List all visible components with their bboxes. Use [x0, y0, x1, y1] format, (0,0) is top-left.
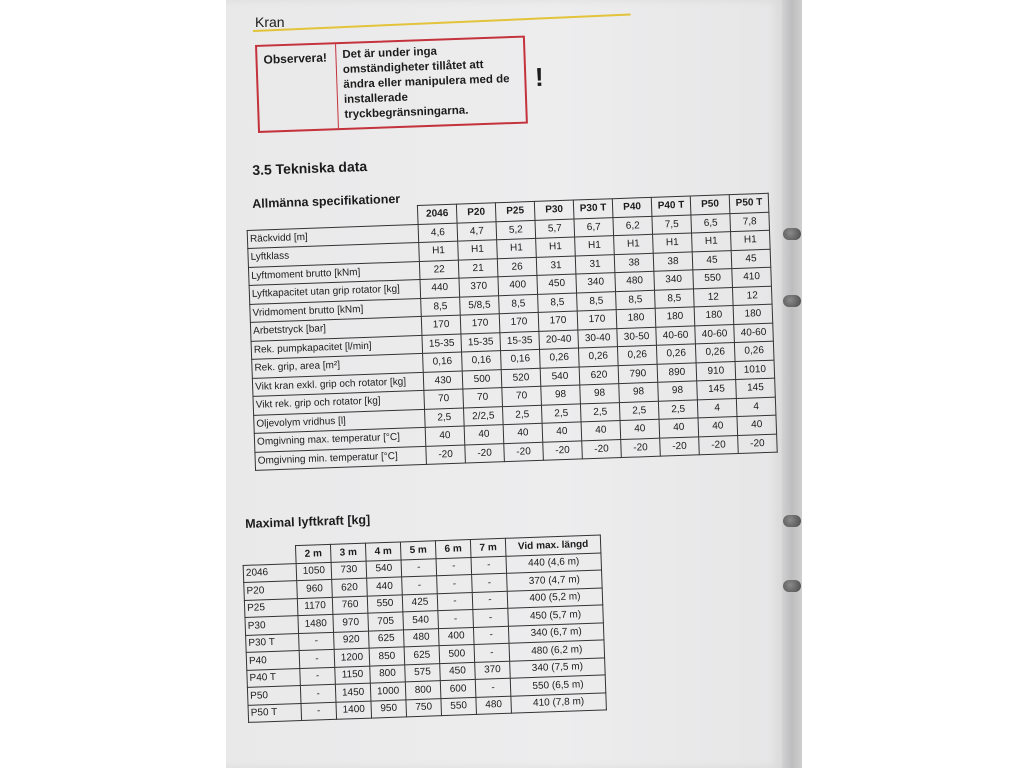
row-label: Rek. pumpkapacitet [l/min]	[251, 335, 423, 359]
table-cell: 450	[537, 274, 577, 294]
table-cell: 31	[575, 254, 615, 274]
table-cell: 575	[405, 663, 441, 682]
table-cell: 4	[697, 398, 737, 418]
table-cell: 5/8,5	[460, 295, 500, 315]
table-cell: 480	[615, 271, 655, 291]
spec-table-container	[246, 193, 778, 471]
table-cell: 1200	[334, 648, 370, 667]
table-cell: 0,16	[462, 351, 502, 371]
table-cell: 370 (4,7 m)	[507, 570, 603, 591]
table-cell: 2,5	[619, 401, 659, 421]
table-cell: 70	[502, 386, 542, 406]
table-cell: 180	[694, 306, 734, 326]
table-cell: 8,5	[538, 293, 578, 313]
table-cell: 2,5	[580, 402, 620, 422]
table-cell: 8,5	[499, 294, 539, 314]
table-cell: 480	[403, 628, 439, 647]
table-cell: 8,5	[421, 297, 461, 317]
table-cell: -20	[465, 443, 505, 463]
table-cell: 440	[420, 278, 460, 298]
table-cell: 38	[653, 251, 693, 271]
table-cell: 500	[462, 369, 502, 389]
table-cell: 540	[540, 366, 580, 386]
row-label: Vikt rek. grip och rotator [kg]	[253, 390, 425, 414]
row-label: Omgivning max. temperatur [°C]	[254, 427, 426, 451]
table-cell: 400	[438, 627, 474, 646]
table-cell: 0,26	[695, 343, 735, 363]
row-label: Vikt kran exkl. grip och rotator [kg]	[252, 372, 424, 396]
row-label: P30 T	[246, 633, 300, 652]
column-header: 7 m	[470, 538, 506, 557]
table-cell: 30-50	[617, 327, 657, 347]
table-cell: 15-35	[461, 332, 501, 352]
table-cell: 920	[334, 631, 370, 650]
table-cell: -	[473, 608, 509, 627]
table-cell: 1400	[336, 701, 372, 720]
table-cell: 960	[297, 579, 333, 598]
header-title: Kran	[255, 14, 285, 30]
table-cell: 180	[655, 307, 695, 327]
table-cell: 26	[497, 257, 537, 277]
binder-ring	[783, 295, 801, 307]
row-label: P40	[246, 651, 300, 670]
column-header: 5 m	[400, 541, 436, 560]
table-cell: 12	[693, 287, 733, 307]
table-cell: 0,26	[656, 344, 696, 364]
table-cell: 170	[421, 315, 461, 335]
column-header: P50	[690, 195, 730, 215]
binder-ring	[783, 228, 801, 240]
table-cell: 620	[332, 578, 368, 597]
row-label: Rek. grip, area [m²]	[252, 353, 424, 377]
table-cell: 4,7	[457, 221, 497, 241]
table-cell: -20	[582, 439, 622, 459]
table-cell: 2/2,5	[463, 406, 503, 426]
table-cell: 0,26	[617, 345, 657, 365]
table-cell: -	[299, 649, 335, 668]
table-cell: 550 (6,5 m)	[510, 675, 606, 696]
table-cell: 145	[697, 380, 737, 400]
table-cell: -	[301, 702, 337, 721]
column-header: P20	[456, 203, 496, 223]
table-cell: 705	[368, 612, 404, 631]
table-cell: 600	[440, 679, 476, 698]
table-cell: 550	[367, 594, 403, 613]
warning-text: Det är under inga omständigheter tillåtet att ändra eller manipulera med de installerade tryckbegränsningarna.	[342, 45, 510, 121]
table-cell: H1	[614, 234, 654, 254]
table-cell: H1	[536, 237, 576, 257]
table-cell: 1450	[335, 683, 371, 702]
table-cell: H1	[575, 236, 615, 256]
table-cell: 22	[419, 260, 459, 280]
table-cell: 550	[693, 269, 733, 289]
table-cell: 31	[536, 256, 576, 276]
row-label: P40 T	[247, 668, 301, 687]
table-cell: 1000	[370, 682, 406, 701]
lift-table	[242, 534, 607, 722]
table-cell: 0,16	[501, 349, 541, 369]
table-cell: 70	[424, 389, 464, 409]
table-cell: 38	[614, 253, 654, 273]
table-cell: -20	[699, 435, 739, 455]
table-cell: -20	[738, 434, 778, 454]
table-cell: 40	[659, 418, 699, 438]
row-label: Vridmoment brutto [kNm]	[250, 298, 422, 322]
table-cell: 4,6	[418, 223, 458, 243]
column-header: P25	[495, 201, 535, 221]
table-cell: 15-35	[422, 334, 462, 354]
row-label: Lyftmoment brutto [kNm]	[248, 261, 420, 285]
table-cell: H1	[731, 230, 771, 250]
background-right	[802, 0, 1024, 768]
row-label: Lyftklass	[248, 242, 420, 266]
table-cell: 850	[369, 647, 405, 666]
table-cell: 800	[405, 681, 441, 700]
warning-box	[255, 36, 528, 133]
table-cell: 340 (6,7 m)	[508, 622, 604, 643]
column-header: P30 T	[573, 199, 613, 219]
table-cell: 12	[732, 286, 772, 306]
table-cell: 370	[475, 661, 511, 680]
table-cell: 540	[403, 611, 439, 630]
table-cell: 625	[368, 629, 404, 648]
table-cell: 180	[616, 308, 656, 328]
table-cell: -	[436, 557, 472, 576]
spec-table	[246, 193, 778, 471]
table-cell: 790	[618, 364, 658, 384]
table-cell: -	[401, 558, 437, 577]
table-cell: 520	[501, 368, 541, 388]
table-cell: 970	[333, 613, 369, 632]
section-title: 3.5 Tekniska data	[252, 157, 368, 178]
table-cell: 40	[542, 422, 582, 442]
table-cell: 750	[406, 698, 442, 717]
table-cell: -	[299, 632, 335, 651]
table-cell: 20-40	[539, 329, 579, 349]
table-cell: 800	[370, 664, 406, 683]
table-cell: 40	[503, 423, 543, 443]
table-cell: 2,5	[502, 405, 542, 425]
table-cell: 400 (5,2 m)	[507, 587, 603, 608]
table-cell: 98	[619, 382, 659, 402]
table-cell: 620	[579, 365, 619, 385]
table-cell: -	[438, 609, 474, 628]
row-label: P50	[247, 686, 301, 705]
table-cell: 180	[733, 304, 773, 324]
table-cell: 5,7	[535, 219, 575, 239]
spec-table-title: Allmänna specifikationer	[252, 191, 401, 211]
table-cell: 450 (5,7 m)	[508, 605, 604, 626]
table-cell: -20	[543, 440, 583, 460]
column-header: P40	[612, 197, 652, 217]
table-cell: H1	[497, 238, 537, 258]
table-cell: 40-60	[734, 323, 774, 343]
row-label: Oljevolym vridhus [l]	[254, 409, 426, 433]
column-header: 6 m	[435, 540, 471, 559]
table-cell: -	[472, 573, 508, 592]
table-cell: 400	[498, 275, 538, 295]
table-cell: -	[402, 576, 438, 595]
table-cell: 40	[620, 419, 660, 439]
column-header: P30	[534, 200, 574, 220]
table-cell: 6,2	[613, 216, 653, 236]
binder-ring	[783, 515, 801, 527]
table-cell: 430	[423, 371, 463, 391]
row-label: P20	[244, 581, 298, 600]
table-cell: -20	[426, 445, 466, 465]
exclamation-icon: !	[534, 61, 545, 93]
table-cell: 1170	[297, 597, 333, 616]
table-cell: 170	[538, 311, 578, 331]
background-left	[0, 0, 226, 768]
table-cell: 1050	[296, 562, 332, 581]
table-cell: 0,26	[578, 347, 618, 367]
table-cell: H1	[419, 241, 459, 261]
column-header: 2046	[417, 204, 457, 224]
table-cell: 40	[581, 421, 621, 441]
table-cell: 625	[404, 646, 440, 665]
row-label: 2046	[243, 563, 297, 582]
table-cell: 145	[736, 378, 776, 398]
table-cell: 910	[696, 361, 736, 381]
table-cell: -20	[660, 436, 700, 456]
table-cell: 98	[658, 381, 698, 401]
table-cell: 40	[464, 425, 504, 445]
table-cell: -20	[621, 438, 661, 458]
table-cell: 1150	[335, 666, 371, 685]
row-label: P30	[245, 616, 299, 635]
table-cell: 8,5	[654, 288, 694, 308]
column-header: Vid max. längd	[505, 535, 601, 556]
table-cell: H1	[458, 240, 498, 260]
table-cell: -20	[504, 442, 544, 462]
row-label: Arbetstryck [bar]	[250, 316, 422, 340]
table-cell: 440	[367, 577, 403, 596]
table-cell: -	[437, 592, 473, 611]
table-cell: 0,26	[734, 341, 774, 361]
table-cell: 950	[371, 699, 407, 718]
table-cell: -	[473, 626, 509, 645]
table-cell: 340	[654, 270, 694, 290]
table-cell: -	[437, 575, 473, 594]
table-cell: 170	[577, 310, 617, 330]
table-cell: 70	[463, 388, 503, 408]
table-cell: 8,5	[577, 291, 617, 311]
table-cell: 21	[458, 258, 498, 278]
table-cell: 45	[731, 249, 771, 269]
table-cell: 40	[425, 426, 465, 446]
table-cell: 340	[576, 273, 616, 293]
column-header: 4 m	[365, 542, 401, 561]
table-cell: 40	[737, 415, 777, 435]
table-cell: -	[300, 667, 336, 686]
table-cell: 2,5	[658, 399, 698, 419]
binder-ring	[783, 580, 801, 592]
table-cell: 6,5	[691, 213, 731, 233]
lift-table-title: Maximal lyftkraft [kg]	[245, 512, 371, 531]
table-cell: 170	[460, 314, 500, 334]
table-cell: 760	[332, 596, 368, 615]
table-cell: 730	[331, 561, 367, 580]
column-header: 2 m	[295, 544, 331, 563]
table-cell: 540	[366, 559, 402, 578]
table-cell: 425	[402, 593, 438, 612]
table-cell: 480 (6,2 m)	[509, 640, 605, 661]
column-header: P40 T	[651, 196, 691, 216]
table-cell: 15-35	[500, 331, 540, 351]
table-cell: 440 (4,6 m)	[506, 552, 602, 573]
table-cell: 890	[657, 362, 697, 382]
table-cell: 1010	[735, 360, 775, 380]
table-cell: 7,8	[730, 212, 770, 232]
row-label: P50 T	[248, 703, 302, 722]
table-cell: 2,5	[541, 403, 581, 423]
table-cell: 98	[580, 384, 620, 404]
table-cell: 410	[732, 267, 772, 287]
table-cell: 170	[499, 312, 539, 332]
table-cell: -	[472, 591, 508, 610]
table-cell: 4	[736, 397, 776, 417]
table-cell: 40	[698, 416, 738, 436]
table-cell: 500	[439, 644, 475, 663]
table-cell: H1	[653, 233, 693, 253]
table-cell: 370	[459, 277, 499, 297]
table-cell: 0,16	[423, 352, 463, 372]
row-label: P25	[244, 598, 298, 617]
table-cell: 40-60	[656, 325, 696, 345]
table-cell: -	[474, 643, 510, 662]
row-label: Räckvidd [m]	[247, 224, 419, 248]
table-cell: H1	[692, 232, 732, 252]
warning-label: Observera!	[263, 50, 328, 67]
table-cell: 5,2	[496, 220, 536, 240]
table-cell: 480	[476, 696, 512, 715]
table-cell: 550	[441, 697, 477, 716]
row-label: Omgivning min. temperatur [°C]	[255, 446, 427, 470]
table-cell: 6,7	[574, 217, 614, 237]
table-cell: 340 (7,5 m)	[510, 657, 606, 678]
row-label: Lyftkapacitet utan grip rotator [kg]	[249, 279, 421, 303]
lift-table-container	[242, 534, 607, 722]
table-cell: -	[300, 684, 336, 703]
table-cell: 2,5	[425, 408, 465, 428]
table-cell: 98	[541, 385, 581, 405]
table-cell: 40-60	[695, 324, 735, 344]
table-cell: 7,5	[652, 214, 692, 234]
table-cell: -	[475, 678, 511, 697]
table-cell: 410 (7,8 m)	[511, 692, 607, 713]
page-stack-edge	[782, 0, 802, 768]
table-cell: 1480	[298, 614, 334, 633]
table-corner	[243, 546, 297, 565]
table-cell: 450	[440, 662, 476, 681]
column-header: 3 m	[330, 543, 366, 562]
table-cell: 8,5	[616, 290, 656, 310]
table-cell: 45	[692, 250, 732, 270]
warning-divider	[335, 44, 339, 128]
table-cell: -	[471, 556, 507, 575]
table-cell: 30-40	[578, 328, 618, 348]
table-cell: 0,26	[540, 348, 580, 368]
column-header: P50 T	[729, 193, 769, 213]
